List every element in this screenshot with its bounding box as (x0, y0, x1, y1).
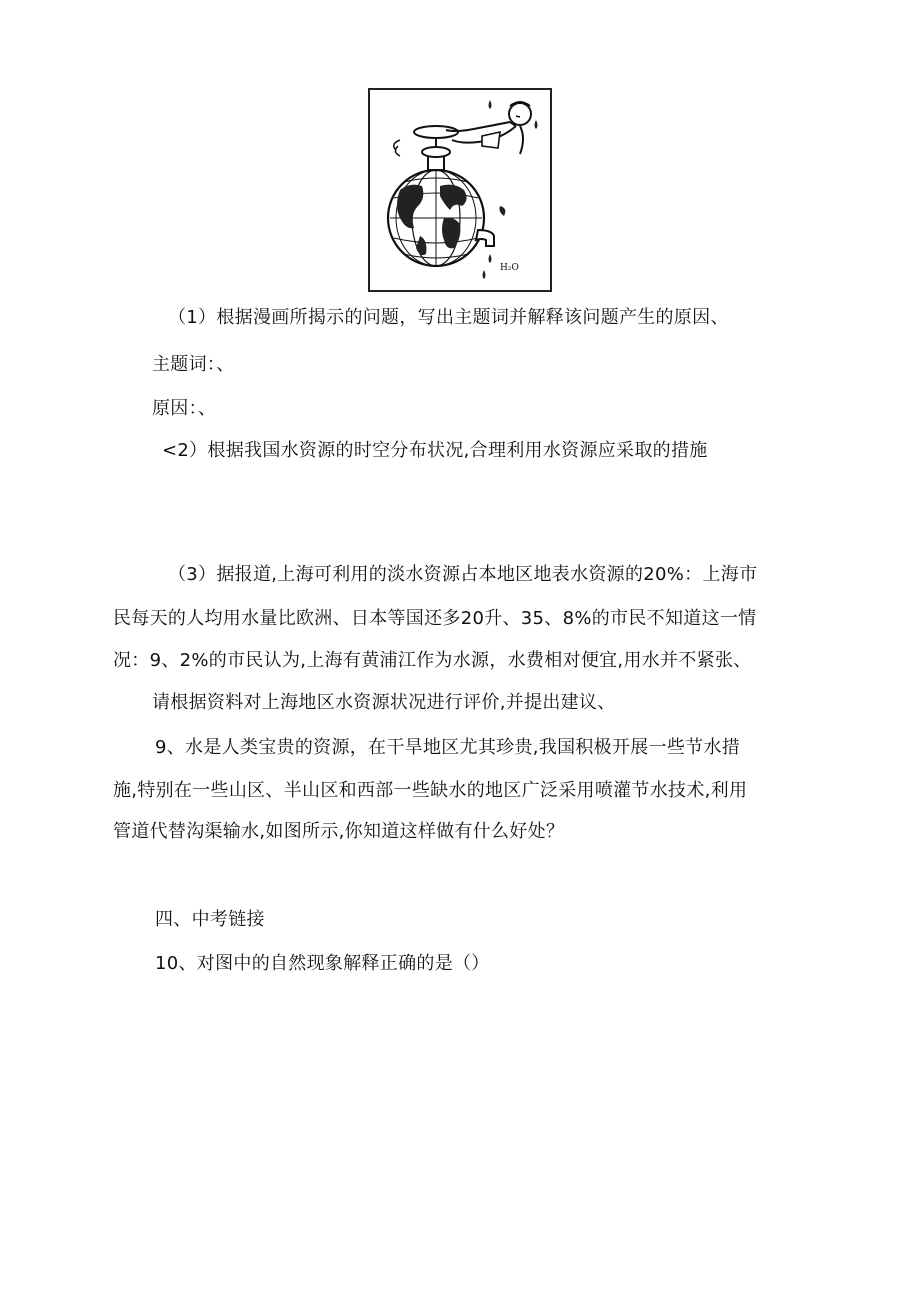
q9-line: 9、水是人类宝贵的资源，在干旱地区尤其珍贵,我国积极开展一些节水措 (155, 737, 741, 758)
cartoon-man-turning-earth-tap-icon (370, 90, 550, 290)
q9-line: 施,特别在一些山区、半山区和西部一些缺水的地区广泛采用喷灌节水技术,利用 (113, 780, 748, 801)
q8-part3-line: （3）据报道,上海可利用的淡水资源占本地区地表水资源的20%：上海市 (168, 564, 758, 585)
q9-line: 管道代替沟渠输水,如图所示,你知道这样做有什么好处？ (113, 821, 565, 842)
h2o-label: H₂O (500, 263, 519, 273)
q8-part2: <2）根据我国水资源的时空分布状况,合理利用水资源应采取的措施 (162, 440, 708, 461)
q8-part3-line: 请根据资料对上海地区水资源状况进行评价,并提出建议、 (152, 692, 616, 713)
q8-part1: （1）根据漫画所揭示的问题，写出主题词并解释该问题产生的原因、 (168, 307, 729, 328)
q8-part3-line: 况：9、2%的市民认为,上海有黄浦江作为水源，水费相对便宜,用水并不紧张、 (113, 650, 752, 671)
theme-word-label: 主题词：、 (152, 354, 235, 375)
section-heading: 四、中考链接 (155, 909, 265, 930)
q8-part3-line: 民每天的人均用水量比欧洲、日本等国还多20升、35、8%的市民不知道这一情 (113, 608, 757, 629)
q10-text: 10、对图中的自然现象解释正确的是（） (155, 953, 490, 974)
cartoon-figure (368, 88, 552, 292)
reason-label: 原因：、 (152, 398, 217, 419)
